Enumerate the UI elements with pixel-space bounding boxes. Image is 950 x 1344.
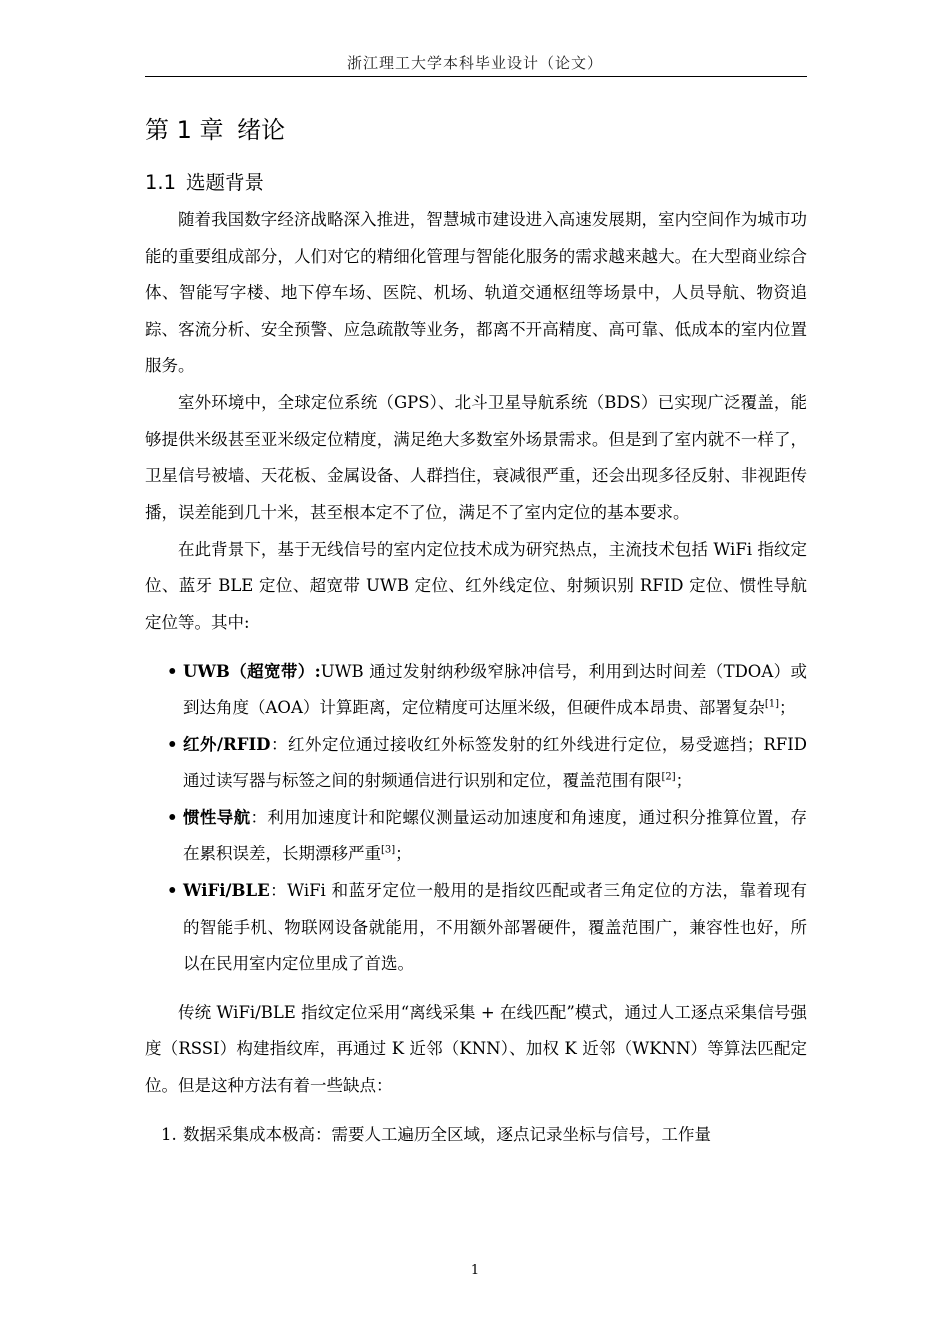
paragraph: 在此背景下，基于无线信号的室内定位技术成为研究热点，主流技术包括 WiFi 指纹定位、蓝牙 BLE 定位、超宽带 UWB 定位、红外线定位、射频识别 RFID 定位、惯性导航定位等。其中:: [145, 539, 807, 632]
list-item-term: WiFi/BLE: [183, 881, 270, 901]
list-item-text: ：红外定位通过接收红外标签发射的红外线进行定位，易受遮挡；RFID 通过读写器与标签之间的射频通信进行识别和定位，覆盖范围有限: [183, 734, 808, 791]
list-item-text: UWB 通过发射纳秒级窄脉冲信号，利用到达时间差（TDOA）或到达角度（AOA）计算距离，定位精度可达厘米级，但硬件成本昂贵、部署复杂: [183, 661, 807, 718]
list-item-term: UWB（超宽带）:: [183, 661, 321, 681]
list-item-end: ；: [779, 698, 796, 718]
citation-ref[interactable]: [3]: [381, 844, 396, 856]
list-item-text: ：WiFi 和蓝牙定位一般用的是指纹匹配或者三角定位的方法，靠着现有的智能手机、物联网设备就能用，不用额外部署硬件，覆盖范围广，兼容性也好，所以在民用室内定位里成了首选。: [183, 881, 807, 974]
running-header: 浙江理工大学本科毕业设计（论文）: [346, 54, 603, 72]
list-item: [145, 727, 807, 800]
list-item-term: 红外/RFID: [183, 734, 271, 754]
chapter-heading: [145, 110, 291, 145]
list-item: [145, 800, 807, 873]
section-title: 选题背景: [186, 171, 265, 194]
list-item: [145, 873, 807, 983]
numbered-item: [145, 1117, 807, 1154]
paragraph: 室外环境中，全球定位系统（GPS）、北斗卫星导航系统（BDS）已实现广泛覆盖，能够提供米级甚至亚米级定位精度，满足绝大多数室外场景需求。但是到了室内就不一样了，卫星信号被墙、天花板、金属设备、人群挡住，衰减很严重，还会出现多径反射、非视距传播，误差能到几十米，甚至根本定不了位，满足不了室内定位的基本要求。: [145, 393, 807, 522]
list-item: [145, 654, 807, 727]
citation-ref[interactable]: [1]: [764, 698, 780, 710]
section-heading: [145, 167, 264, 195]
bullet-marker: •: [167, 661, 178, 681]
list-item-text: ：利用加速度计和陀螺仪测量运动加速度和角速度，通过积分推算位置，存在累积误差，长期漂移严重: [183, 807, 807, 864]
paragraph: 传统 WiFi/BLE 指纹定位采用“离线采集 + 在线匹配”模式，通过人工逐点采集信号强度（RSSI）构建指纹库，再通过 K 近邻（KNN）、加权 K 近邻（WKNN）等算法匹配定位。但是这种方法有着一些缺点：: [145, 1002, 807, 1096]
bullet-marker: •: [167, 807, 178, 827]
section-number: 1.1: [145, 171, 177, 194]
chapter-title: 绪论: [237, 116, 286, 144]
page-number: 1: [470, 1263, 480, 1278]
list-item-term: 惯性导航: [183, 807, 251, 827]
list-item-end: ；: [395, 844, 412, 864]
header-rule: [145, 76, 807, 77]
bullet-marker: •: [167, 734, 178, 754]
technology-list: [145, 654, 807, 983]
chapter-number: 第 1 章: [145, 116, 224, 144]
body-text: [145, 202, 807, 1153]
list-item-end: ；: [675, 771, 693, 791]
item-number: 1.: [161, 1124, 177, 1144]
numbered-item-text: 数据采集成本极高：需要人工遍历全区域，逐点记录坐标与信号，工作量: [183, 1124, 711, 1144]
drawback-list: [145, 1117, 807, 1154]
bullet-marker: •: [167, 881, 178, 901]
citation-ref[interactable]: [2]: [661, 771, 676, 783]
paragraph: 随着我国数字经济战略深入推进，智慧城市建设进入高速发展期，室内空间作为城市功能的重要组成部分，人们对它的精细化管理与智能化服务的需求越来越大。在大型商业综合体、智能写字楼、地下停车场、医院、机场、轨道交通枢纽等场景中，人员导航、物资追踪、客流分析、安全预警、应急疏散等业务，都离不开高精度、高可靠、低成本的室内位置服务。: [145, 210, 807, 376]
